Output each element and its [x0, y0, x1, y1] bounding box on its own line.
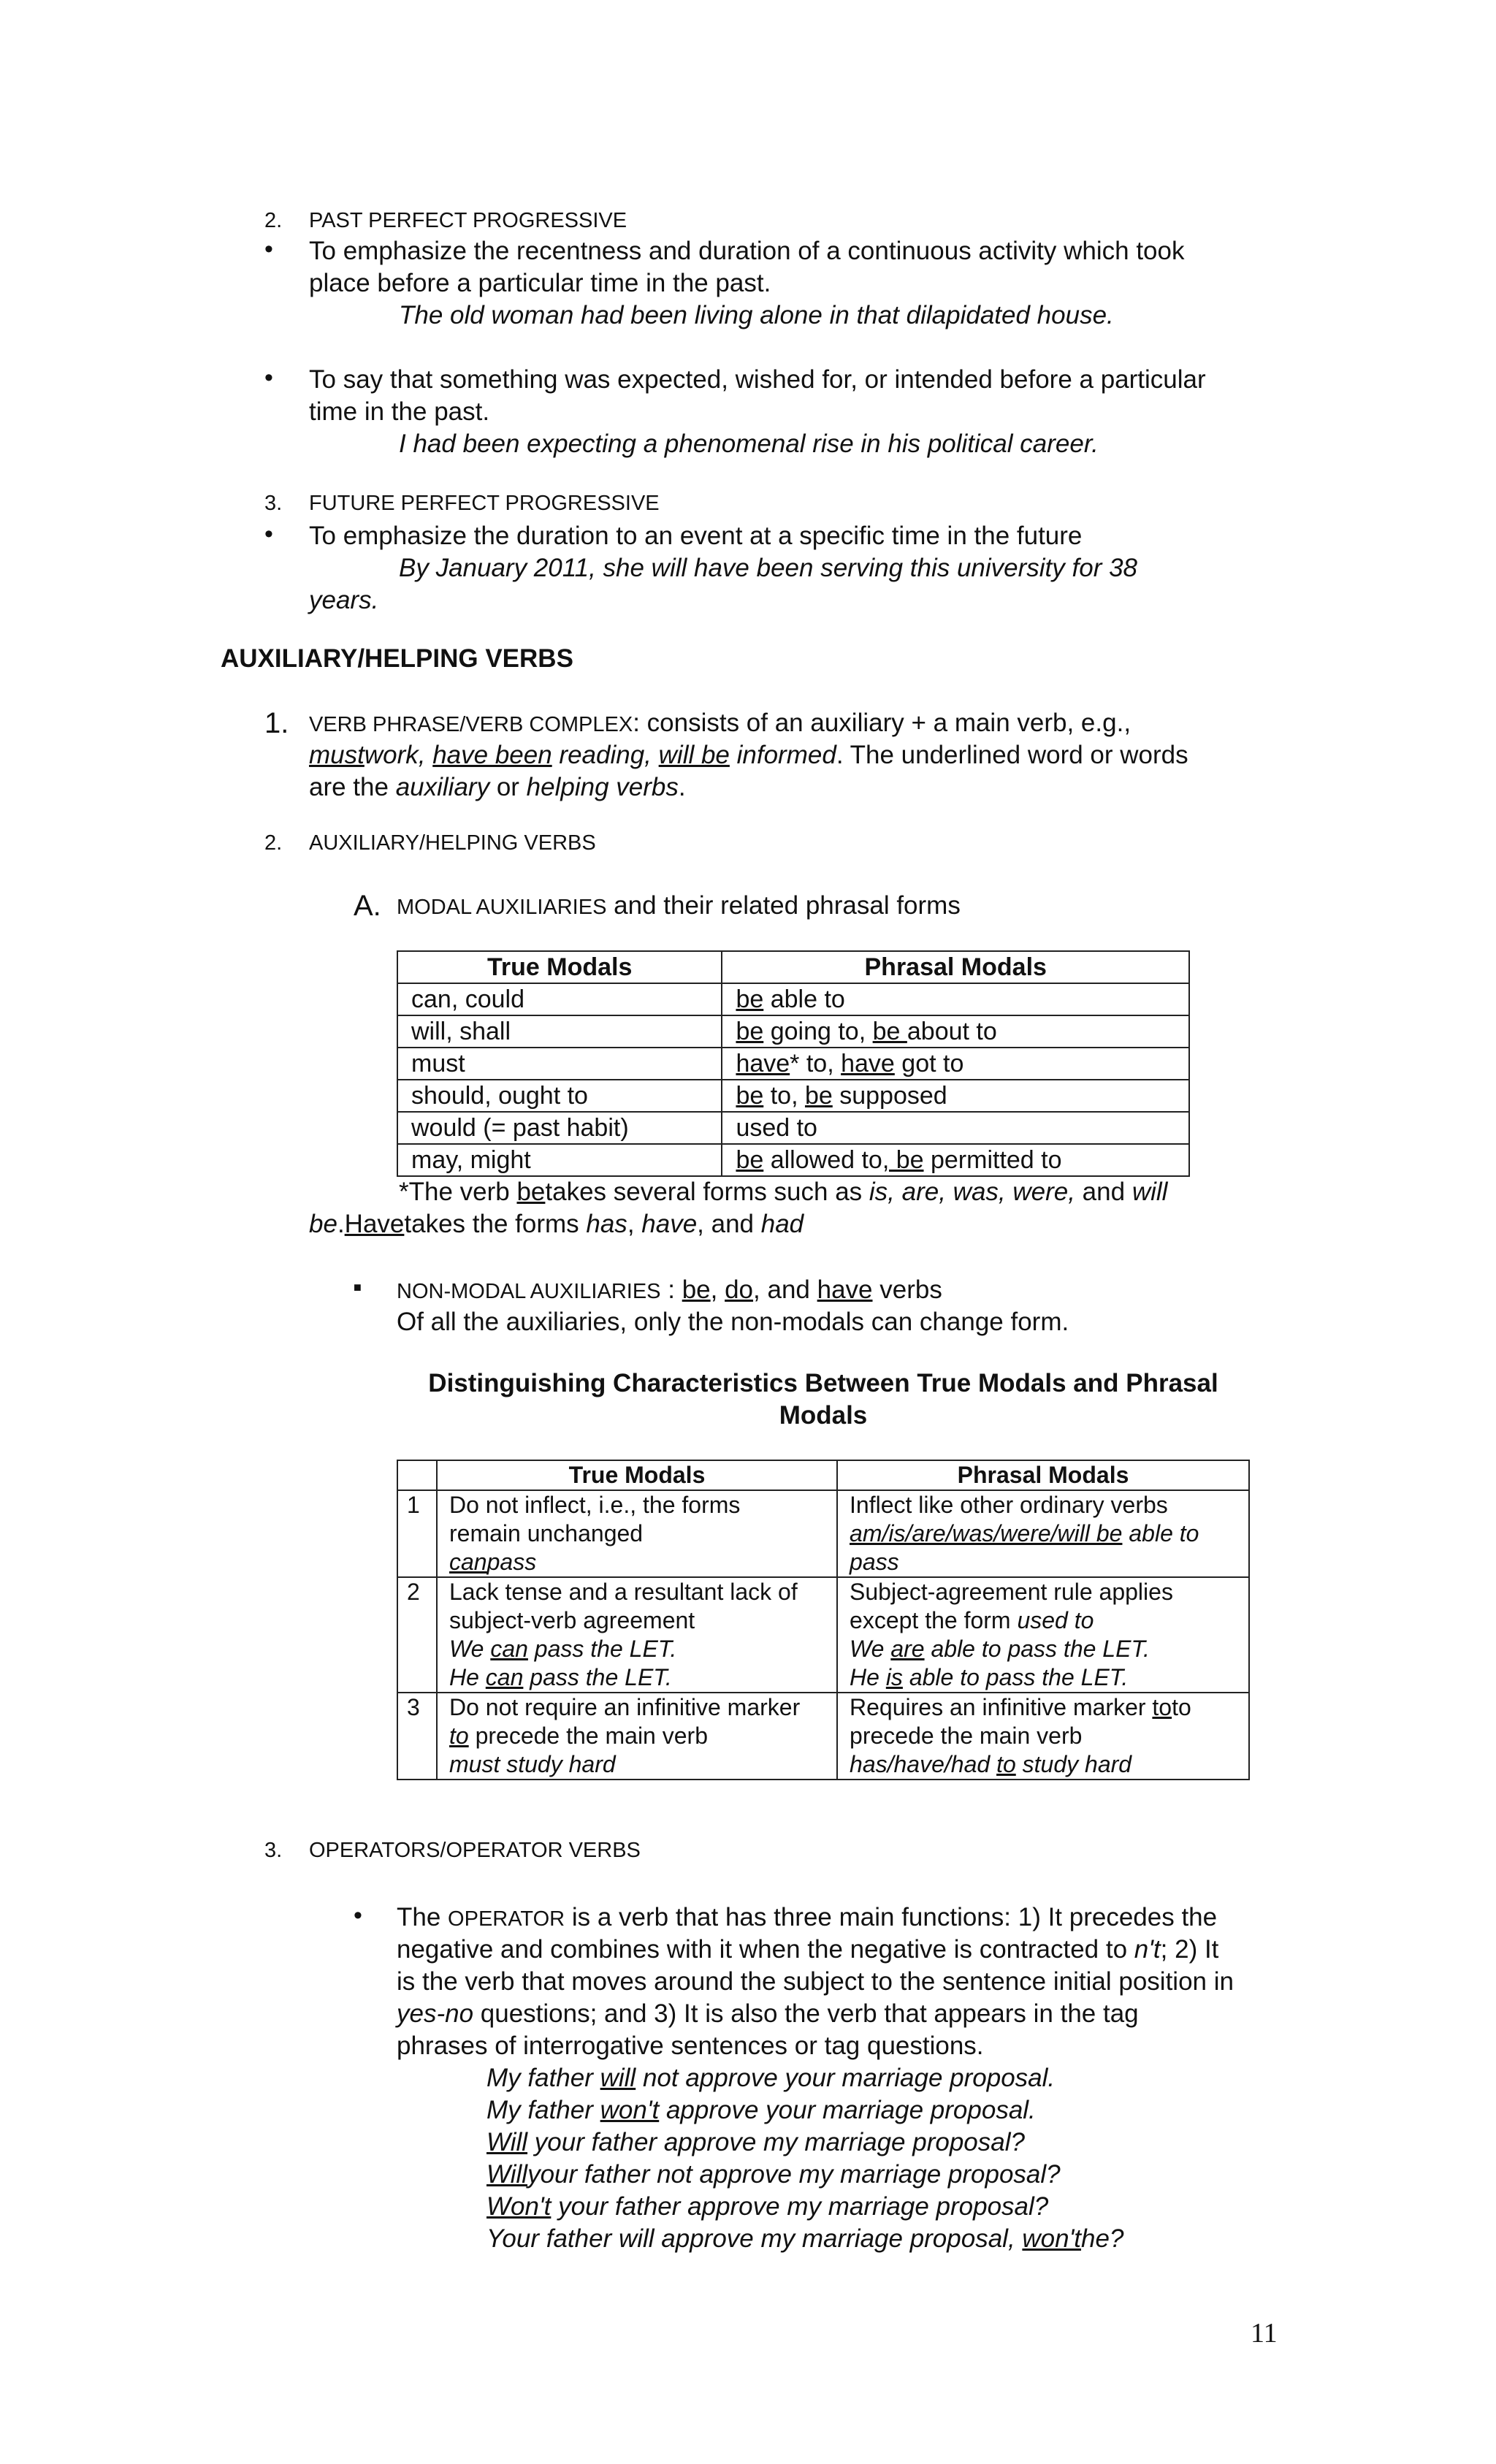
text-line — [397, 1998, 1139, 2030]
term-label: OPERATOR — [448, 1907, 565, 1931]
underlined-word: must — [309, 741, 365, 769]
cell-line — [850, 1663, 1237, 1692]
cell-line: must study hard — [449, 1751, 616, 1777]
table-cell — [722, 1144, 1189, 1176]
verb-phrase-examples — [309, 739, 1188, 771]
text: , and — [697, 1210, 761, 1238]
text: questions; and 3) It is also the verb that appears in the tag — [473, 1999, 1139, 2028]
text: precede the main verb — [468, 1723, 708, 1749]
text: We — [449, 1636, 491, 1662]
text: approve your marriage proposal. — [659, 2096, 1036, 2124]
example-sentence: The old woman had been living alone in that dilapidated house. — [399, 301, 1114, 329]
text: except the form — [850, 1607, 1018, 1633]
text: has — [586, 1210, 627, 1238]
text: or — [489, 773, 527, 801]
table-row — [397, 1048, 1189, 1080]
text: allowed to — [763, 1146, 882, 1174]
underlined-word: have been — [432, 741, 552, 769]
example-sentence — [486, 2159, 1061, 2191]
title-line: Distinguishing Characteristics Between True Modals and Phrasal — [428, 1369, 1218, 1397]
cell-line: Inflect like other ordinary verbs — [850, 1492, 1168, 1518]
text: helping verbs — [526, 773, 679, 801]
table-cell: can, could — [397, 983, 722, 1015]
column-header: True Modals — [437, 1460, 837, 1490]
underlined-word: won't — [1022, 2224, 1082, 2253]
underlined-word: be — [736, 1082, 764, 1110]
cell-line — [850, 1693, 1237, 1722]
cell-line — [850, 1606, 1237, 1635]
text: had — [760, 1210, 804, 1238]
text: ; 2) It — [1160, 1935, 1219, 1964]
cell-line: subject-verb agreement — [449, 1607, 695, 1633]
text: He — [850, 1664, 886, 1690]
table-row — [397, 1144, 1189, 1176]
row-number: 2 — [397, 1577, 437, 1693]
text: be — [309, 1210, 337, 1238]
underlined-word: Will — [486, 2160, 528, 2189]
text: is, are, was, were, — [869, 1178, 1075, 1206]
text: has/have/had — [850, 1751, 997, 1777]
text: pass the LET. — [523, 1664, 672, 1690]
text: verbs — [872, 1275, 942, 1304]
underlined-word: won't — [600, 2096, 660, 2124]
cell-line — [449, 1635, 825, 1663]
section-title: AUXILIARY/HELPING VERBS — [221, 644, 573, 673]
table-header-row — [397, 1460, 1249, 1490]
text: able to pass the LET. — [902, 1664, 1129, 1690]
text: reading, — [552, 741, 659, 769]
table-row — [397, 1693, 1249, 1780]
underlined-word: be — [872, 1018, 907, 1045]
text-line: is the verb that moves around the subject to the sentence initial position in — [397, 1967, 1234, 1996]
text-line: phrases of interrogative sentences or tag questions. — [397, 2032, 984, 2060]
text: are the — [309, 773, 396, 801]
underlined-word: to — [996, 1751, 1016, 1777]
text-line — [397, 1902, 1217, 1935]
text: have — [641, 1210, 698, 1238]
bullet-icon: • — [354, 1902, 362, 1929]
text: and their related phrasal forms — [606, 891, 961, 920]
text-line: To emphasize the recentness and duration of a continuous activity which took — [309, 237, 1185, 265]
table-row — [397, 1080, 1189, 1112]
example-sentence: I had been expecting a phenomenal rise in his political career. — [399, 430, 1099, 458]
example-sentence — [486, 2191, 1048, 2223]
table-cell — [437, 1693, 837, 1780]
underlined-word: do — [725, 1275, 754, 1304]
cell-line: Lack tense and a resultant lack of — [449, 1579, 798, 1605]
row-number: 1 — [397, 1490, 437, 1577]
page-number: 11 — [1251, 2318, 1278, 2349]
underlined-word: have — [841, 1050, 895, 1077]
text: able to — [763, 985, 845, 1013]
text: n't — [1134, 1935, 1161, 1964]
text: My father — [486, 2064, 600, 2092]
item-heading: AUXILIARY/HELPING VERBS — [309, 831, 596, 855]
text: , — [627, 1210, 642, 1238]
text: pass — [486, 1549, 537, 1575]
underlined-word: , be — [882, 1146, 924, 1174]
table-cell: would (= past habit) — [397, 1112, 722, 1144]
text: able to pass the LET. — [924, 1636, 1150, 1662]
underlined-word: have — [736, 1050, 790, 1077]
table-cell — [437, 1577, 837, 1693]
column-header: True Modals — [397, 951, 722, 983]
cell-line: pass — [850, 1549, 899, 1575]
table-note — [309, 1208, 804, 1240]
text: your father approve my marriage proposal? — [551, 2192, 1049, 2221]
text: We — [850, 1636, 891, 1662]
text: pass the LET. — [527, 1636, 677, 1662]
text: and — [1075, 1178, 1132, 1206]
text: work, — [364, 741, 433, 769]
cell-line — [850, 1519, 1237, 1548]
underlined-word: be — [682, 1275, 711, 1304]
text: negative and combines with it when the negative is contracted to — [397, 1935, 1134, 1964]
table-note — [399, 1176, 1167, 1208]
underlined-word: Won't — [486, 2192, 552, 2221]
text: The — [397, 1903, 449, 1931]
column-header — [397, 1460, 437, 1490]
text: yes-no — [397, 1999, 474, 2028]
text: , — [710, 1275, 725, 1304]
table-cell — [722, 1080, 1189, 1112]
term-label: NON-MODAL AUXILIARIES — [397, 1280, 661, 1303]
column-header: Phrasal Modals — [837, 1460, 1249, 1490]
table-row — [397, 1112, 1189, 1144]
underlined-word: be — [804, 1082, 833, 1110]
underlined-word: Will — [486, 2128, 528, 2156]
table-cell — [837, 1693, 1249, 1780]
table-row — [397, 983, 1189, 1015]
term-label: VERB PHRASE/VERB COMPLEX — [309, 713, 633, 736]
table-cell: used to — [722, 1112, 1189, 1144]
section-heading: FUTURE PERFECT PROGRESSIVE — [309, 492, 660, 515]
bullet-icon: • — [264, 364, 273, 392]
underlined-word: be — [736, 985, 764, 1013]
text: . The underlined word or words — [836, 741, 1188, 769]
underlined-word: be — [736, 1018, 764, 1045]
underlined-word: will — [600, 2064, 636, 2092]
table-cell: should, ought to — [397, 1080, 722, 1112]
item-number: 2. — [264, 831, 283, 855]
underlined-word: will be — [658, 741, 730, 769]
text-line — [397, 1934, 1218, 1966]
modals-table — [397, 950, 1190, 1177]
underlined-word: to — [1152, 1694, 1172, 1720]
text: to, — [763, 1082, 805, 1110]
text: *The verb — [399, 1178, 517, 1206]
text-line: place before a particular time in the past. — [309, 269, 771, 297]
text-line: Of all the auxiliaries, only the non-modals can change form. — [397, 1308, 1069, 1336]
section-number: 3. — [264, 492, 283, 515]
text: takes the forms — [404, 1210, 587, 1238]
cell-line: Do not require an infinitive marker — [449, 1694, 801, 1720]
underlined-word: can — [490, 1636, 528, 1662]
table-row — [397, 1577, 1249, 1693]
text: He — [449, 1664, 486, 1690]
example-sentence — [486, 2062, 1055, 2094]
text: your father not approve my marriage proposal? — [527, 2160, 1061, 2189]
comparison-table — [397, 1460, 1250, 1780]
text: permitted to — [923, 1146, 1062, 1174]
item-number: 3. — [264, 1839, 283, 1862]
text: Your father will approve my marriage proposal, — [486, 2224, 1023, 2253]
table-cell — [437, 1490, 837, 1577]
text: got to — [894, 1050, 964, 1077]
table-cell: must — [397, 1048, 722, 1080]
underlined-word: to — [449, 1723, 469, 1749]
text: : consists of an auxiliary + a main verb, e.g., — [633, 709, 1131, 737]
text: . — [678, 773, 686, 801]
row-number: 3 — [397, 1693, 437, 1780]
example-sentence — [486, 2127, 1025, 2159]
cell-line — [850, 1635, 1237, 1663]
table-cell — [722, 1015, 1189, 1048]
term-label: MODAL AUXILIARIES — [397, 896, 607, 919]
text: not approve your marriage proposal. — [636, 2064, 1056, 2092]
underlined-word: can — [449, 1549, 487, 1575]
text: : — [660, 1275, 682, 1304]
text-line: time in the past. — [309, 397, 490, 426]
text: informed — [729, 741, 836, 769]
underlined-word: are — [890, 1636, 925, 1662]
text: Requires an infinitive marker — [850, 1694, 1153, 1720]
underlined-word: is — [885, 1664, 903, 1690]
cell-line: remain unchanged — [449, 1520, 644, 1546]
text: supposed — [832, 1082, 947, 1110]
text: My father — [486, 2096, 600, 2124]
section-number: 2. — [264, 209, 283, 232]
table-cell: will, shall — [397, 1015, 722, 1048]
table-row — [397, 1015, 1189, 1048]
cell-line — [449, 1663, 825, 1692]
underlined-word: Have — [344, 1210, 405, 1238]
text: your father approve my marriage proposal? — [527, 2128, 1025, 2156]
table-row — [397, 1490, 1249, 1577]
text: able to — [1122, 1520, 1199, 1546]
text-line: To emphasize the duration to an event at a specific time in the future — [309, 522, 1083, 550]
text-line: To say that something was expected, wished for, or intended before a particular — [309, 365, 1206, 394]
table-cell — [722, 983, 1189, 1015]
cell-line — [850, 1750, 1237, 1779]
table-cell — [722, 1048, 1189, 1080]
non-modal-heading — [397, 1274, 942, 1308]
text: study hard — [1015, 1751, 1132, 1777]
underlined-word: have — [817, 1275, 873, 1304]
table-cell: may, might — [397, 1144, 722, 1176]
text: about to — [907, 1018, 997, 1045]
text: auxiliary — [395, 773, 490, 801]
text: he? — [1081, 2224, 1124, 2253]
cell-line: precede the main verb — [850, 1723, 1083, 1749]
cell-line — [449, 1722, 825, 1750]
text: will — [1131, 1178, 1168, 1206]
title-line: Modals — [779, 1401, 868, 1430]
sub-heading — [397, 890, 961, 923]
text: used to — [1017, 1607, 1094, 1633]
text-line — [309, 771, 686, 804]
text: * to, — [790, 1050, 842, 1077]
section-heading: PAST PERFECT PROGRESSIVE — [309, 209, 627, 232]
text: , and — [753, 1275, 817, 1304]
table-header-row — [397, 951, 1189, 983]
square-bullet-icon: ■ — [354, 1280, 362, 1294]
example-sentence — [486, 2094, 1036, 2127]
table-cell — [837, 1577, 1249, 1693]
cell-line — [449, 1548, 825, 1576]
text: going to, — [763, 1018, 873, 1045]
underlined-word: am/is/are/was/were/will be — [850, 1520, 1123, 1546]
text: . — [337, 1210, 345, 1238]
bullet-icon: • — [264, 520, 273, 548]
sub-letter: A. — [354, 890, 381, 922]
example-sentence: years. — [309, 586, 379, 614]
text: takes several forms such as — [545, 1178, 869, 1206]
column-header: Phrasal Modals — [722, 951, 1189, 983]
underlined-word: can — [485, 1664, 524, 1690]
cell-line: Do not inflect, i.e., the forms — [449, 1492, 741, 1518]
example-sentence: By January 2011, she will have been serving this university for 38 — [399, 554, 1138, 582]
item-heading: OPERATORS/OPERATOR VERBS — [309, 1839, 641, 1862]
text: is a verb that has three main functions: 1) It precedes the — [565, 1903, 1218, 1931]
table-cell — [837, 1490, 1249, 1577]
underlined-word: be — [736, 1146, 764, 1174]
item-number: 1. — [264, 707, 289, 739]
cell-line: Subject-agreement rule applies — [850, 1579, 1173, 1605]
example-sentence — [486, 2223, 1123, 2255]
verb-phrase-definition — [309, 707, 1131, 741]
bullet-icon: • — [264, 235, 273, 263]
text: to — [1172, 1694, 1191, 1720]
underlined-word: be — [516, 1178, 546, 1206]
comparison-title — [397, 1368, 1250, 1432]
